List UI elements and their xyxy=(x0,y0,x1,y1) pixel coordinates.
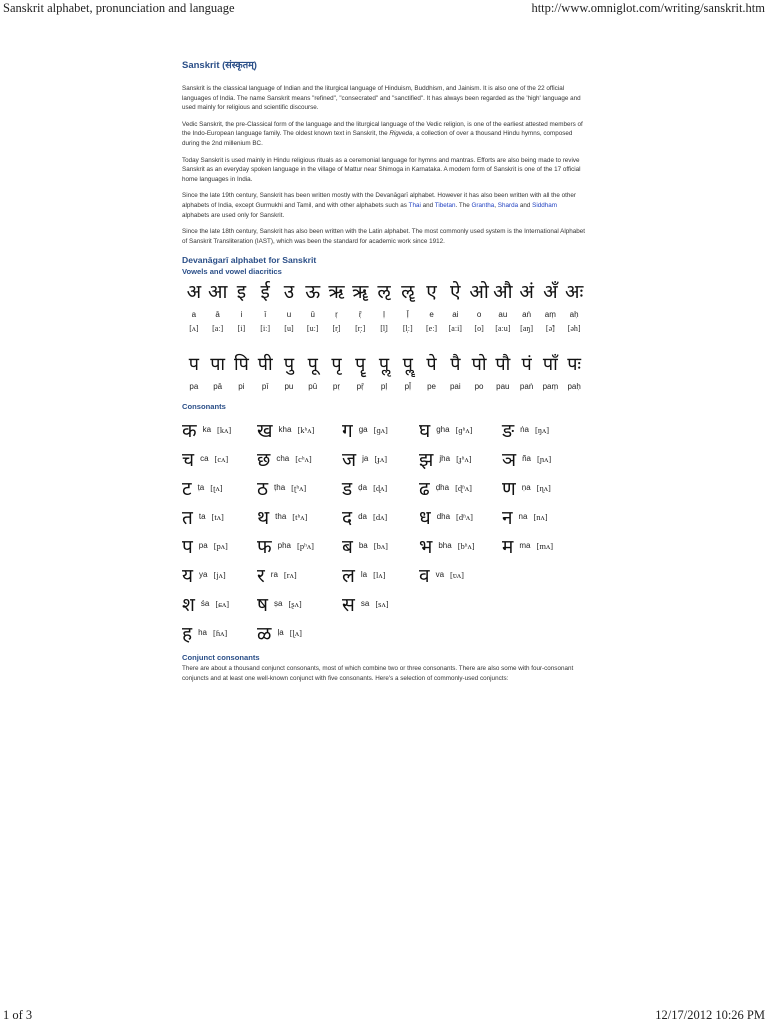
scripts-text-a: Since the late 19th century, Sanskrit has been written mostly with the Devanāgarī alphabet. However it has also been written with all the other alphabets of India, except Gurmukhi and Tamil, and with other alphabets such as xyxy=(182,192,577,209)
vowel-latin: aṃ xyxy=(544,310,556,320)
consonant-latin: da xyxy=(358,512,367,522)
consonant-cell xyxy=(257,502,307,531)
vowel-ipa: [aːi] xyxy=(448,324,462,334)
vowel-glyph: आ xyxy=(207,281,228,304)
consonant-row xyxy=(182,502,586,531)
consonant-latin: ha xyxy=(198,628,207,638)
consonant-glyph: झ xyxy=(419,448,434,471)
vowels-heading: Vowels and vowel diacritics xyxy=(182,267,282,277)
consonant-latin: sa xyxy=(360,599,370,609)
vowel-ipa: [u] xyxy=(284,324,294,334)
consonant-latin: ṭa xyxy=(197,483,205,493)
diacritic-latin: pā xyxy=(213,382,223,392)
consonant-latin: ṅa xyxy=(520,425,530,435)
consonant-row xyxy=(182,415,586,444)
vedic-text-a: Vedic Sanskrit, the pre-Classical form of the language and the liturgical language of the Vedic religion, is one of the earliest attested members of the Indo-European language family. The oldest known text in Sanskrit, the xyxy=(182,120,583,138)
sharda-link[interactable]: Sharda xyxy=(497,201,519,209)
rigveda-emphasis: Rigveda xyxy=(389,130,413,138)
consonant-latin: la xyxy=(360,570,368,580)
consonant-ipa: [pʰʌ] xyxy=(297,540,314,551)
vowel-ipa: [iː] xyxy=(260,324,271,334)
latin-paragraph: Since the late 18th century, Sanskrit has also been written with the Latin alphabet. The most commonly used system is the International Alphabet of Sanskrit Transliteration (IAST), which was been the standard for academic work since 1912. xyxy=(182,228,585,245)
consonant-row xyxy=(182,618,586,647)
intro-paragraph: Sanskrit is the classical language of Indian and the liturgical language of Hinduism, Buddhism, and Jainism. It is also one of the 22 official languages of India. The name Sanskrit means "refined", "consecrated" and "sanctified". It has always been regarded as the 'high' language and used mainly for religious and scientific discourse. xyxy=(182,85,581,112)
consonant-latin: ṣa xyxy=(273,599,283,609)
consonant-glyph: ज xyxy=(342,448,357,471)
vowel-ipa: [i] xyxy=(237,324,246,334)
consonant-glyph: ट xyxy=(182,477,192,500)
consonant-latin: tha xyxy=(275,512,287,522)
vowel-glyph: ऐ xyxy=(450,281,461,304)
consonant-latin: ya xyxy=(199,570,208,580)
vowel-glyph: ऋ xyxy=(328,281,345,304)
consonant-cell xyxy=(342,531,388,560)
vowel-ipa: [ə̃] xyxy=(545,324,555,334)
consonant-glyph: श xyxy=(182,593,195,616)
diacritic-glyph: पु xyxy=(283,354,295,376)
diacritic-latin: pṝ xyxy=(356,382,364,392)
diacritic-glyph: पं xyxy=(521,354,532,376)
consonant-latin: ca xyxy=(200,454,209,464)
consonant-latin: va xyxy=(435,570,445,580)
vowel-ipa: [o] xyxy=(474,324,484,334)
consonant-ipa: [tʌ] xyxy=(211,511,224,522)
vowel-latin: aḥ xyxy=(569,310,579,320)
consonant-ipa: [ɳʌ] xyxy=(536,482,551,493)
consonant-cell xyxy=(342,473,387,502)
diacritic-latin: pe xyxy=(427,382,436,392)
vowel-glyph: अँ xyxy=(543,281,558,304)
vowel-ipa: [uː] xyxy=(306,324,319,334)
consonant-latin: ḷa xyxy=(277,628,284,638)
diacritic-glyph: पाँ xyxy=(542,354,558,376)
siddham-link[interactable]: Siddham xyxy=(532,201,557,209)
consonant-ipa: [ɟʌ] xyxy=(374,453,388,464)
diacritic-latin: po xyxy=(474,382,484,392)
consonant-glyph: न xyxy=(502,506,513,529)
diacritic-glyph: प xyxy=(188,354,199,376)
consonant-ipa: [ʋʌ] xyxy=(450,569,464,580)
consonant-cell xyxy=(182,473,223,502)
consonant-cell xyxy=(502,473,551,502)
diacritic-glyph: पे xyxy=(426,354,437,376)
page-number: 1 of 3 xyxy=(3,1008,33,1022)
consonant-ipa: [ɟʱʌ] xyxy=(456,453,472,464)
diacritic-glyph: पः xyxy=(567,354,582,376)
consonant-ipa: [ɲʌ] xyxy=(537,453,552,464)
vedic-paragraph xyxy=(182,120,586,149)
consonant-ipa: [ɖʌ] xyxy=(373,482,388,493)
consonant-cell xyxy=(257,618,302,647)
consonant-row xyxy=(182,531,586,560)
vowel-glyph: औ xyxy=(493,281,513,304)
diacritic-glyph: पॄ xyxy=(355,354,366,376)
diacritic-latin: paṃ xyxy=(542,382,559,392)
consonant-glyph: घ xyxy=(419,419,431,442)
consonant-latin: ta xyxy=(198,512,206,522)
consonant-cell xyxy=(257,560,297,589)
article-title: Sanskrit (संस्कृतम्) xyxy=(182,60,257,71)
vowel-glyph: अः xyxy=(564,281,584,304)
vowel-glyph: ई xyxy=(260,281,270,304)
consonant-cell xyxy=(419,415,473,444)
consonant-ipa: [dʌ] xyxy=(373,511,388,522)
vowel-latin: ai xyxy=(452,310,459,320)
vowel-ipa: [r̩ː] xyxy=(355,324,366,334)
consonant-cell xyxy=(502,415,549,444)
diacritic-glyph: पी xyxy=(257,354,273,376)
consonant-cell xyxy=(502,444,551,473)
consonant-cell xyxy=(257,415,314,444)
consonant-glyph: त xyxy=(182,506,193,529)
consonant-row xyxy=(182,444,586,473)
consonant-latin: pha xyxy=(277,541,292,551)
vowel-ipa-row xyxy=(182,322,586,336)
consonant-latin: ba xyxy=(358,541,368,551)
vowel-latin: ṝ xyxy=(358,310,362,320)
vowel-glyph: ऊ xyxy=(305,281,321,304)
consonant-glyph: ष xyxy=(257,593,268,616)
vowel-ipa: [r̩] xyxy=(332,324,341,334)
consonant-ipa: [ʈʰʌ] xyxy=(291,482,307,493)
consonant-latin: śa xyxy=(200,599,210,609)
diacritic-latin: pī xyxy=(261,382,269,392)
consonant-cell xyxy=(419,531,475,560)
consonant-cell xyxy=(182,502,224,531)
consonant-ipa: [ʂʌ] xyxy=(288,598,302,609)
consonant-glyph: ब xyxy=(342,535,353,558)
scripts-and-1: and xyxy=(420,201,435,209)
consonant-latin: bha xyxy=(438,541,452,551)
consonant-glyph: ध xyxy=(419,506,431,529)
vowel-glyph-row xyxy=(182,278,586,307)
vowel-glyph: ए xyxy=(426,281,437,304)
diacritic-latin: pa xyxy=(189,382,199,392)
consonant-cell xyxy=(342,589,389,618)
vowel-latin-row xyxy=(182,308,586,322)
conjuncts-paragraph: There are about a thousand conjunct consonants, most of which combine two or three consonants. There are also some with four-consonant conjuncts and at least one well-known conjunct with five consonants. Here's a selection of commonly-used conjuncts: xyxy=(182,665,574,682)
consonant-ipa: [jʌ] xyxy=(213,569,226,580)
consonant-table xyxy=(182,415,586,647)
consonant-cell xyxy=(419,444,472,473)
consonant-cell xyxy=(419,502,473,531)
consonant-ipa: [ŋʌ] xyxy=(535,424,550,435)
diacritic-latin: pḹ xyxy=(404,382,411,392)
consonant-cell xyxy=(342,415,388,444)
consonant-glyph: क xyxy=(182,419,197,442)
consonant-ipa: [ɖʱʌ] xyxy=(455,482,472,493)
consonant-glyph: य xyxy=(182,564,194,587)
diacritic-glyph: पृ xyxy=(331,354,342,376)
diacritic-latin: paḥ xyxy=(567,382,581,392)
consonant-ipa: [dʱʌ] xyxy=(456,511,473,522)
print-datetime: 12/17/2012 10:26 PM xyxy=(655,1008,765,1022)
consonant-glyph: र xyxy=(257,564,265,587)
consonant-glyph: ञ xyxy=(502,448,517,471)
url-header: http://www.omniglot.com/writing/sanskrit.htm xyxy=(531,1,765,15)
diacritic-glyph: पै xyxy=(450,354,461,376)
diacritic-glyph: पा xyxy=(210,354,226,376)
consonant-ipa: [bʌ] xyxy=(373,540,388,551)
consonant-ipa: [mʌ] xyxy=(536,540,554,551)
consonant-cell xyxy=(182,444,228,473)
consonant-latin: ṇa xyxy=(521,483,531,493)
tibetan-link[interactable]: Tibetan xyxy=(434,201,456,209)
diacritic-latin-row xyxy=(182,380,586,394)
consonant-glyph: स xyxy=(342,593,355,616)
consonant-glyph: द xyxy=(342,506,353,529)
consonant-cell xyxy=(419,473,472,502)
thai-link[interactable]: Thai xyxy=(408,201,421,209)
alphabet-heading: Devanāgarī alphabet for Sanskrit xyxy=(182,255,317,266)
conjuncts-heading: Conjunct consonants xyxy=(182,653,260,663)
consonant-row xyxy=(182,560,586,589)
consonant-ipa: [ɡʌ] xyxy=(373,424,388,435)
consonant-ipa: [ɦʌ] xyxy=(213,627,228,638)
consonant-ipa: [cʌ] xyxy=(214,453,229,464)
consonant-glyph: ळ xyxy=(257,622,272,645)
consonant-glyph: ह xyxy=(182,622,193,645)
scripts-the: . The xyxy=(455,201,472,209)
consonant-latin: ṭha xyxy=(274,483,286,493)
vowel-glyph: ॡ xyxy=(401,281,415,304)
vowel-glyph: अ xyxy=(186,281,202,304)
consonant-ipa: [lʌ] xyxy=(373,569,386,580)
consonant-ipa: [nʌ] xyxy=(533,511,548,522)
consonant-glyph: ढ xyxy=(419,477,430,500)
consonant-row xyxy=(182,589,586,618)
consonant-cell xyxy=(257,589,302,618)
consonant-glyph: ण xyxy=(502,477,516,500)
consonant-ipa: [cʰʌ] xyxy=(295,453,312,464)
consonant-latin: ka xyxy=(202,425,212,435)
vowel-ipa: [l̩] xyxy=(380,324,388,334)
consonant-cell xyxy=(502,502,548,531)
article xyxy=(182,58,586,691)
scripts-text-end: alphabets are used only for Sanskrit. xyxy=(182,211,285,219)
consonant-latin: jha xyxy=(439,454,451,464)
diacritic-latin: pu xyxy=(284,382,294,392)
vowel-glyph: अं xyxy=(519,281,534,304)
consonant-ipa: [sʌ] xyxy=(375,598,389,609)
diacritic-latin: pi xyxy=(238,382,245,392)
consonant-glyph: ड xyxy=(342,477,353,500)
consonant-latin: ja xyxy=(362,454,369,464)
consonant-latin: ña xyxy=(522,454,532,464)
consonant-glyph: छ xyxy=(257,448,271,471)
consonant-ipa: [kʌ] xyxy=(217,424,232,435)
page-title-header: Sanskrit alphabet, pronunciation and language xyxy=(3,1,235,15)
consonant-cell xyxy=(342,444,387,473)
vowel-latin: ḷ xyxy=(383,310,385,320)
grantha-link[interactable]: Grantha xyxy=(471,201,495,209)
diacritic-glyph: पू xyxy=(307,354,318,376)
consonant-latin: dha xyxy=(436,512,451,522)
diacritic-latin: pau xyxy=(496,382,510,392)
diacritic-glyph: पौ xyxy=(495,354,511,376)
vowel-latin: a xyxy=(191,310,197,320)
diacritic-glyph: पॢ xyxy=(378,354,390,376)
vowel-latin: ṛ xyxy=(335,310,338,320)
vowel-ipa: [eː] xyxy=(425,324,438,334)
vowel-glyph: ऌ xyxy=(377,281,391,304)
consonant-cell xyxy=(257,444,312,473)
consonant-glyph: ल xyxy=(342,564,355,587)
consonant-glyph: ग xyxy=(342,419,353,442)
consonant-cell xyxy=(182,415,231,444)
vowel-glyph: ओ xyxy=(469,281,489,304)
consonant-latin: pa xyxy=(198,541,208,551)
consonant-cell xyxy=(342,502,387,531)
vowel-latin: ī xyxy=(264,310,267,320)
consonant-ipa: [ɡʱʌ] xyxy=(455,424,473,435)
consonant-latin: ga xyxy=(358,425,368,435)
consonant-glyph: ख xyxy=(257,419,273,442)
consonant-glyph: च xyxy=(182,448,195,471)
consonant-cell xyxy=(182,560,226,589)
consonant-cell xyxy=(257,531,314,560)
consonant-latin: cha xyxy=(276,454,290,464)
vowel-latin: ḹ xyxy=(406,310,409,320)
consonant-glyph: ठ xyxy=(257,477,269,500)
diacritic-latin: paṅ xyxy=(519,382,534,392)
scripts-comma: , xyxy=(494,201,498,209)
vowel-latin: aṅ xyxy=(522,310,532,320)
consonant-glyph: भ xyxy=(419,535,433,558)
consonant-latin: ma xyxy=(519,541,531,551)
consonant-glyph: म xyxy=(502,535,514,558)
vowel-latin: o xyxy=(476,310,482,320)
consonant-ipa: [ɭʌ] xyxy=(289,627,302,638)
scripts-paragraph xyxy=(182,191,586,220)
diacritic-glyph: पॣ xyxy=(402,354,413,376)
diacritic-glyph: पो xyxy=(471,354,487,376)
consonant-glyph: प xyxy=(182,535,193,558)
vowel-ipa: [aːu] xyxy=(495,324,511,334)
consonant-latin: ḍha xyxy=(435,483,450,493)
consonants-heading: Consonants xyxy=(182,402,226,412)
vowel-glyph: उ xyxy=(283,281,295,304)
consonant-glyph: फ xyxy=(257,535,272,558)
consonant-glyph: व xyxy=(419,564,430,587)
vedic-text-b: , a collection of over a thousand Hindu hymns, composed during the 2nd millenium BC. xyxy=(182,130,573,147)
vowel-latin: i xyxy=(240,310,243,320)
consonant-latin: na xyxy=(518,512,528,522)
consonant-cell xyxy=(182,618,227,647)
consonant-ipa: [tʰʌ] xyxy=(292,511,308,522)
consonant-cell xyxy=(342,560,385,589)
diacritic-latin: pḷ xyxy=(380,382,388,392)
diacritic-latin: pū xyxy=(308,382,318,392)
vowel-glyph: ॠ xyxy=(352,281,369,304)
consonant-cell xyxy=(182,589,229,618)
diacritic-latin: pṛ xyxy=(332,382,341,392)
diacritic-glyph: पि xyxy=(233,354,249,376)
consonant-glyph: ङ xyxy=(502,419,515,442)
vowel-ipa: [aŋ] xyxy=(520,324,534,334)
vowel-ipa: [l̩ː] xyxy=(402,324,413,334)
consonant-ipa: [rʌ] xyxy=(283,569,297,580)
consonant-cell xyxy=(257,473,306,502)
vowel-latin: au xyxy=(498,310,508,320)
consonant-cell xyxy=(502,531,553,560)
diacritic-glyph-row xyxy=(182,351,586,379)
consonant-glyph: थ xyxy=(257,506,270,529)
vowel-latin: u xyxy=(286,310,292,320)
consonant-latin: kha xyxy=(278,425,292,435)
vowel-glyph: इ xyxy=(236,281,247,304)
diacritic-latin: pai xyxy=(449,382,461,392)
consonant-latin: ra xyxy=(270,570,278,580)
consonant-ipa: [pʌ] xyxy=(213,540,228,551)
consonant-row xyxy=(182,473,586,502)
consonant-latin: gha xyxy=(436,425,450,435)
consonant-ipa: [ɕʌ] xyxy=(215,598,230,609)
consonant-latin: ḍa xyxy=(358,483,368,493)
vowel-latin: ū xyxy=(310,310,315,320)
consonant-cell xyxy=(182,531,228,560)
consonant-ipa: [ʈʌ] xyxy=(210,482,223,493)
vowel-latin: e xyxy=(429,310,434,320)
scripts-and-2: and xyxy=(518,201,533,209)
vowel-ipa: [ʌ] xyxy=(189,324,199,334)
consonant-ipa: [kʰʌ] xyxy=(297,424,315,435)
consonant-ipa: [bʱʌ] xyxy=(457,540,475,551)
today-paragraph: Today Sanskrit is used mainly in Hindu religious rituals as a ceremonial language for hymns and mantras. Efforts are also being made to revive Sanskrit as an everyday spoken language in the village of Mattur near Shimoga in Karnataka. A modern form of Sanskrit is one of the 17 official home languages in India. xyxy=(182,156,581,183)
vowel-ipa: [əh] xyxy=(567,324,581,334)
consonant-cell xyxy=(419,560,464,589)
vowel-latin: ā xyxy=(215,310,220,320)
vowel-ipa: [aː] xyxy=(212,324,224,334)
